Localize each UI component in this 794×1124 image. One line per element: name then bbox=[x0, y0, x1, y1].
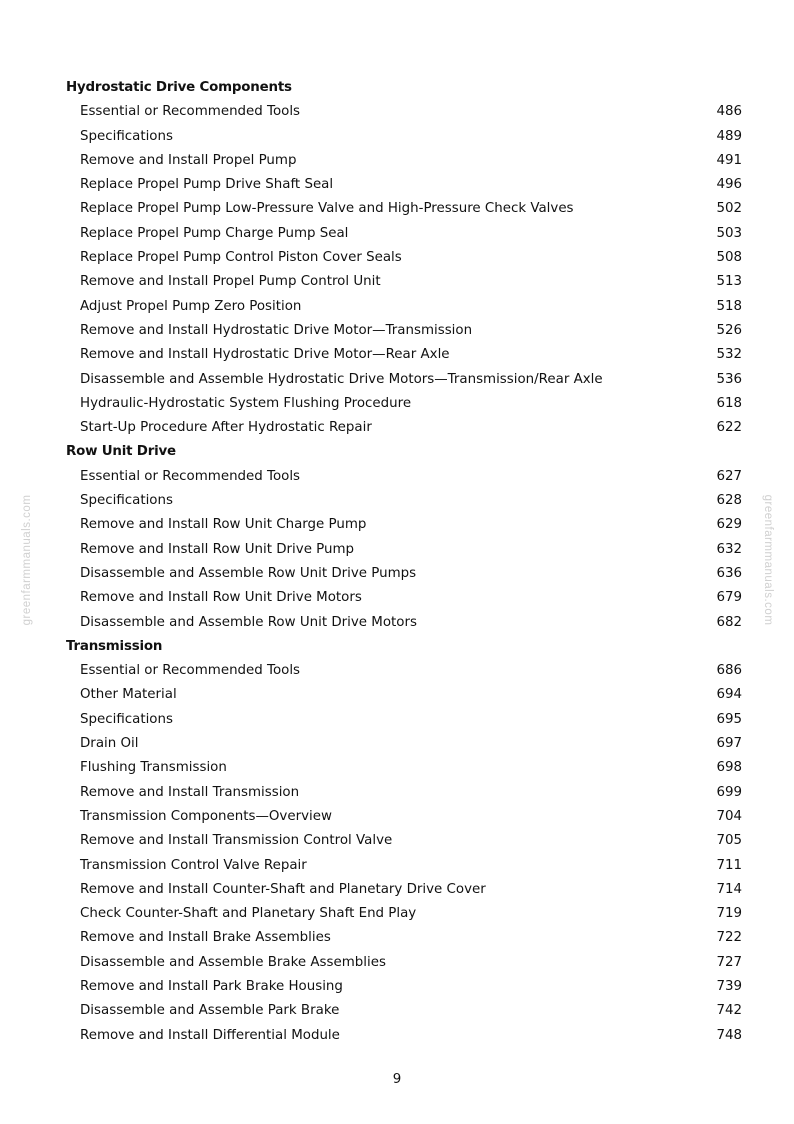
toc-entry bbox=[0, 513, 794, 537]
toc-entry-title: Transmission Components—Overview bbox=[80, 808, 332, 824]
toc-entry bbox=[0, 854, 794, 878]
toc-entry-page: 722 bbox=[716, 930, 742, 946]
toc-entry-page: 748 bbox=[716, 1027, 742, 1043]
toc-entry-page: 742 bbox=[716, 1003, 742, 1019]
toc-entry-page: 628 bbox=[716, 493, 742, 509]
toc-entry bbox=[0, 659, 794, 683]
toc-entry-page: 705 bbox=[716, 833, 742, 849]
toc-entry bbox=[0, 319, 794, 343]
toc-entry-title: Replace Propel Pump Drive Shaft Seal bbox=[80, 177, 334, 193]
toc-entry-title: Replace Propel Pump Low-Pressure Valve and High-Pressure Check Valves bbox=[80, 201, 574, 217]
toc-entry-title: Replace Propel Pump Charge Pump Seal bbox=[80, 225, 349, 241]
toc-entry-title: Specifications bbox=[80, 711, 173, 727]
toc-entry-page: 502 bbox=[716, 201, 742, 217]
toc-entry-title: Essential or Recommended Tools bbox=[80, 468, 301, 484]
toc-entry-page: 695 bbox=[716, 711, 742, 727]
toc-entry-title: Remove and Install Hydrostatic Drive Motor—Rear Axle bbox=[80, 347, 450, 363]
toc-entry-title: Remove and Install Row Unit Charge Pump bbox=[80, 517, 367, 533]
toc-entry bbox=[0, 222, 794, 246]
toc-entry-page: 682 bbox=[716, 614, 742, 630]
toc-entry bbox=[0, 683, 794, 707]
toc-entry-page: 489 bbox=[716, 128, 742, 144]
toc-entry bbox=[0, 465, 794, 489]
toc-entry bbox=[0, 125, 794, 149]
toc-entry-page: 526 bbox=[716, 322, 742, 338]
toc-entry-page: 513 bbox=[716, 274, 742, 290]
toc-entry-page: 532 bbox=[716, 347, 742, 363]
toc-entry bbox=[0, 586, 794, 610]
toc-entry-page: 719 bbox=[716, 906, 742, 922]
toc-entry bbox=[0, 805, 794, 829]
section-heading bbox=[0, 440, 794, 464]
toc-entry-title: Disassemble and Assemble Hydrostatic Drive Motors—Transmission/Rear Axle bbox=[80, 371, 603, 387]
toc-entry bbox=[0, 562, 794, 586]
toc-entry bbox=[0, 270, 794, 294]
toc-entry-title: Replace Propel Pump Control Piston Cover Seals bbox=[80, 250, 402, 266]
toc-entry bbox=[0, 246, 794, 270]
toc-entry-page: 632 bbox=[716, 541, 742, 557]
toc-entry bbox=[0, 732, 794, 756]
toc-entry-title: Remove and Install Row Unit Drive Pump bbox=[80, 541, 355, 557]
toc-entry bbox=[0, 611, 794, 635]
toc-entry-title: Remove and Install Propel Pump Control Unit bbox=[80, 274, 381, 290]
toc-entry-title: Disassemble and Assemble Park Brake bbox=[80, 1003, 340, 1019]
table-of-contents bbox=[0, 76, 794, 1048]
toc-entry-page: 627 bbox=[716, 468, 742, 484]
toc-entry bbox=[0, 902, 794, 926]
toc-entry-page: 636 bbox=[716, 565, 742, 581]
toc-entry bbox=[0, 708, 794, 732]
toc-entry-title: Remove and Install Row Unit Drive Motors bbox=[80, 590, 362, 606]
toc-entry-title: Specifications bbox=[80, 128, 173, 144]
toc-entry bbox=[0, 100, 794, 124]
toc-entry-page: 679 bbox=[716, 590, 742, 606]
toc-entry bbox=[0, 781, 794, 805]
toc-entry-title: Transmission Control Valve Repair bbox=[80, 857, 307, 873]
toc-entry-page: 491 bbox=[716, 152, 742, 168]
toc-entry-title: Disassemble and Assemble Row Unit Drive Motors bbox=[80, 614, 417, 630]
page-number: 9 bbox=[392, 1072, 402, 1087]
toc-entry bbox=[0, 829, 794, 853]
section-heading-title: Row Unit Drive bbox=[66, 444, 176, 460]
toc-entry bbox=[0, 173, 794, 197]
toc-entry-title: Hydraulic-Hydrostatic System Flushing Procedure bbox=[80, 395, 412, 411]
toc-entry-title: Remove and Install Transmission bbox=[80, 784, 300, 800]
toc-entry-title: Drain Oil bbox=[80, 736, 139, 752]
section-heading bbox=[0, 635, 794, 659]
toc-entry-title: Other Material bbox=[80, 687, 177, 703]
toc-entry-title: Remove and Install Differential Module bbox=[80, 1027, 340, 1043]
toc-entry-page: 486 bbox=[716, 104, 742, 120]
toc-entry-title: Remove and Install Transmission Control Valve bbox=[80, 833, 393, 849]
toc-entry bbox=[0, 538, 794, 562]
watermark-left: greenfarmmanuals.com bbox=[21, 494, 33, 626]
toc-entry-title: Start-Up Procedure After Hydrostatic Repair bbox=[80, 420, 372, 436]
toc-entry-page: 622 bbox=[716, 420, 742, 436]
toc-entry bbox=[0, 392, 794, 416]
toc-entry-page: 518 bbox=[716, 298, 742, 314]
toc-entry-title: Remove and Install Propel Pump bbox=[80, 152, 297, 168]
toc-entry-page: 686 bbox=[716, 663, 742, 679]
toc-entry bbox=[0, 197, 794, 221]
toc-entry-page: 508 bbox=[716, 250, 742, 266]
toc-entry-title: Essential or Recommended Tools bbox=[80, 104, 301, 120]
toc-entry-title: Check Counter-Shaft and Planetary Shaft End Play bbox=[80, 906, 417, 922]
toc-entry-page: 697 bbox=[716, 736, 742, 752]
toc-entry-page: 629 bbox=[716, 517, 742, 533]
toc-entry bbox=[0, 926, 794, 950]
section-heading-title: Hydrostatic Drive Components bbox=[66, 80, 292, 95]
toc-entry-page: 618 bbox=[716, 395, 742, 411]
toc-entry-page: 711 bbox=[716, 857, 742, 873]
toc-entry-title: Specifications bbox=[80, 493, 173, 509]
toc-entry bbox=[0, 295, 794, 319]
toc-entry bbox=[0, 756, 794, 780]
toc-entry bbox=[0, 343, 794, 367]
toc-entry-title: Essential or Recommended Tools bbox=[80, 663, 301, 679]
toc-entry bbox=[0, 951, 794, 975]
toc-entry-page: 714 bbox=[716, 881, 742, 897]
toc-entry-title: Disassemble and Assemble Brake Assemblies bbox=[80, 954, 386, 970]
toc-entry bbox=[0, 975, 794, 999]
toc-entry-page: 503 bbox=[716, 225, 742, 241]
watermark-right: greenfarmmanuals.com bbox=[762, 494, 774, 626]
toc-entry-page: 694 bbox=[716, 687, 742, 703]
toc-entry-page: 699 bbox=[716, 784, 742, 800]
toc-entry-page: 536 bbox=[716, 371, 742, 387]
toc-entry-title: Adjust Propel Pump Zero Position bbox=[80, 298, 302, 314]
toc-entry-title: Disassemble and Assemble Row Unit Drive Pumps bbox=[80, 565, 417, 581]
toc-entry bbox=[0, 489, 794, 513]
toc-entry-title: Flushing Transmission bbox=[80, 760, 227, 776]
toc-entry bbox=[0, 878, 794, 902]
section-heading bbox=[0, 76, 794, 100]
toc-entry-title: Remove and Install Brake Assemblies bbox=[80, 930, 331, 946]
toc-entry-page: 739 bbox=[716, 978, 742, 994]
toc-entry-title: Remove and Install Hydrostatic Drive Motor—Transmission bbox=[80, 322, 473, 338]
toc-entry bbox=[0, 416, 794, 440]
toc-entry bbox=[0, 149, 794, 173]
section-heading-title: Transmission bbox=[66, 638, 163, 654]
toc-entry bbox=[0, 368, 794, 392]
toc-entry-title: Remove and Install Counter-Shaft and Planetary Drive Cover bbox=[80, 881, 486, 897]
toc-entry bbox=[0, 1024, 794, 1048]
toc-entry-page: 496 bbox=[716, 177, 742, 193]
toc-entry bbox=[0, 999, 794, 1023]
toc-entry-page: 698 bbox=[716, 760, 742, 776]
toc-entry-page: 727 bbox=[716, 954, 742, 970]
toc-entry-title: Remove and Install Park Brake Housing bbox=[80, 978, 343, 994]
toc-entry-page: 704 bbox=[716, 808, 742, 824]
